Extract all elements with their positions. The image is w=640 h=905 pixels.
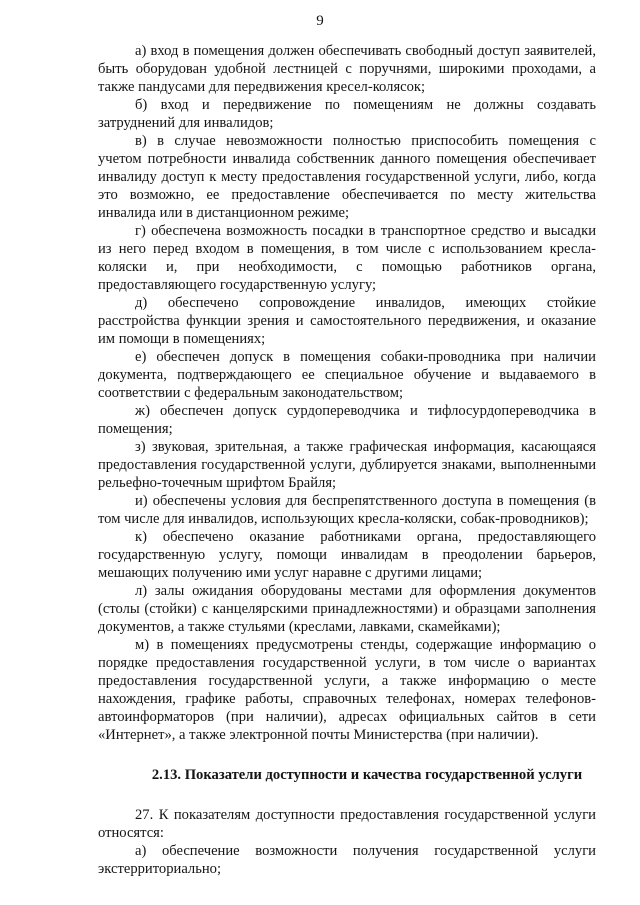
- page-content: [98, 42, 596, 878]
- paragraph-v: в) в случае невозможности полностью приспособить помещения с учетом потребности инвалида собственник данного помещения обеспечивает инвалиду доступ к месту предоставления государственной услуги, либо, когда это возможно, ее предоставление обеспечивается по месту жительства инвалида или в дистанционном режиме;: [98, 133, 596, 221]
- paragraph-zh: ж) обеспечен допуск сурдопереводчика и тифлосурдопереводчика в помещения;: [98, 403, 596, 437]
- paragraph-27-a: а) обеспечение возможности получения государственной услуги экстерриториально;: [98, 843, 596, 877]
- paragraph-m: м) в помещениях предусмотрены стенды, содержащие информацию о порядке предоставления государственной услуги, в том числе о вариантах предоставления государственной услуги, а также информацию о месте нахождения, графике работы, справочных телефонах, номерах телефонов-автоинформаторов (при наличии), адресах официальных сайтов в сети «Интернет», а также электронной почты Министерства (при наличии).: [98, 637, 596, 743]
- paragraph-z: з) звуковая, зрительная, а также графическая информация, касающаяся предоставления государственной услуги, дублируется знаками, выполненными рельефно-точечным шрифтом Брайля;: [98, 439, 596, 491]
- section-heading: 2.13. Показатели доступности и качества государственной услуги: [151, 767, 583, 783]
- page-number: 9: [316, 13, 324, 29]
- paragraph-k: к) обеспечено оказание работниками органа, предоставляющего государственную услугу, помощи инвалидам в преодолении барьеров, мешающих получению ими услуг наравне с другими лицами;: [98, 529, 596, 581]
- paragraph-e: е) обеспечен допуск в помещения собаки-проводника при наличии документа, подтверждающего ее специальное обучение и выдаваемого в соответствии с федеральным законодательством;: [98, 349, 596, 401]
- paragraph-g: г) обеспечена возможность посадки в транспортное средство и высадки из него перед входом в помещения, в том числе с использованием кресла-коляски и, при необходимости, с помощью работников органа, предоставляющего государственную услугу;: [98, 223, 596, 293]
- paragraph-i: и) обеспечены условия для беспрепятственного доступа в помещения (в том числе для инвалидов, использующих кресла-коляски, собак-проводников);: [98, 493, 596, 527]
- paragraph-d: д) обеспечено сопровождение инвалидов, имеющих стойкие расстройства функции зрения и самостоятельного передвижения, и оказание им помощи в помещениях;: [98, 295, 596, 347]
- paragraph-27: 27. К показателям доступности предоставления государственной услуги относятся:: [98, 807, 596, 841]
- paragraph-a: а) вход в помещения должен обеспечивать свободный доступ заявителей, быть оборудован удобной лестницей с поручнями, широкими проходами, а также пандусами для передвижения кресел-колясок;: [98, 43, 596, 95]
- paragraph-l: л) залы ожидания оборудованы местами для оформления документов (столы (стойки) с канцелярскими принадлежностями) и образцами заполнения документов, а также стульями (креслами, лавками, скамейками);: [98, 583, 596, 635]
- paragraph-b: б) вход и передвижение по помещениям не должны создавать затруднений для инвалидов;: [98, 97, 596, 131]
